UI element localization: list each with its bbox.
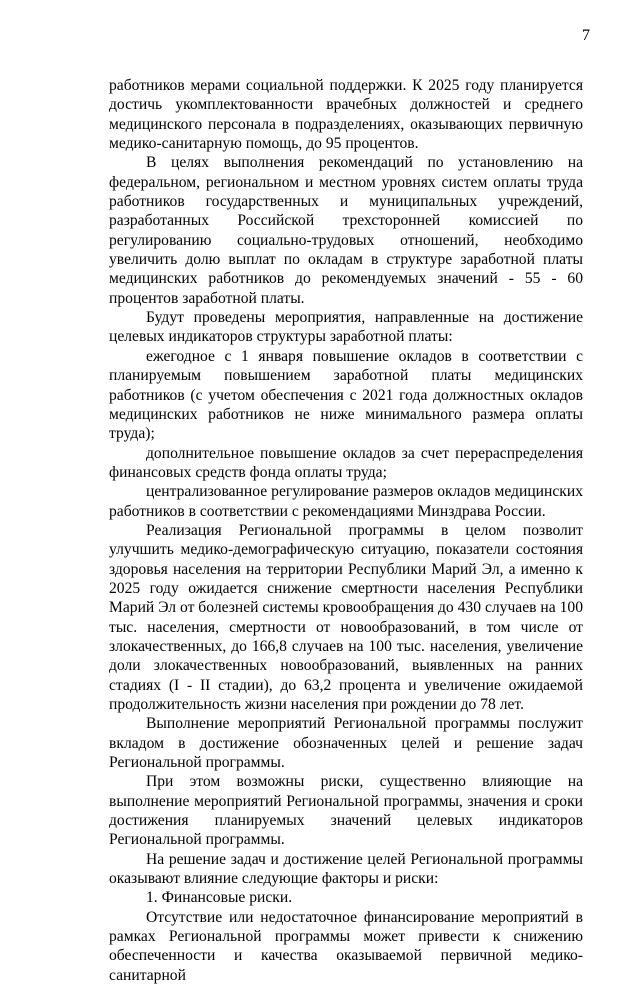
paragraph-5: дополнительное повышение окладов за счет перераспределения финансовых средств фонда оплаты труда;	[109, 444, 583, 481]
paragraph-7: Реализация Региональной программы в целом позволит улучшить медико-демографическую ситуацию, показатели состояния здоровья населения на территории Республики Марий Эл, а именно к 2025 году ожидается снижение смертности населения Республики Марий Эл от болезней системы кровообращения до 430 случаев на 100 тыс. населения, смертности от новообразований, в том числе от злокачественных, до 166,8 случаев на 100 тыс. населения, увеличение доли злокачественных новообразований, выявленных на ранних стадиях (I - II стадии), до 63,2 процента и увеличение ожидаемой продолжительность жизни населения при рождении до 78 лет.	[109, 521, 583, 713]
paragraph-9: При этом возможны риски, существенно влияющие на выполнение мероприятий Региональной программы, значения и сроки достижения планируемых значений целевых индикаторов Региональной программы.	[109, 773, 583, 849]
paragraph-1: работников мерами социальной поддержки. К 2025 году планируется достичь укомплектованности врачебных должностей и среднего медицинского персонала в подразделениях, оказывающих первичную медико-санитарную помощь, до 95 процентов.	[109, 77, 583, 153]
paragraph-2: В целях выполнения рекомендаций по установлению на федеральном, региональном и местном уровнях систем оплаты труда работников государственных и муниципальных учреждений, разработанных Российской трехсторонней комиссией по регулированию социально-трудовых отношений, необходимо увеличить долю выплат по окладам в структуре заработной платы медицинских работников до рекомендуемых значений - 55 - 60 процентов заработной платы.	[109, 154, 583, 307]
paragraph-3: Будут проведены мероприятия, направленные на достижение целевых индикаторов структуры заработной платы:	[109, 309, 583, 346]
paragraph-12: Отсутствие или недостаточное финансирование мероприятий в рамках Региональной программы может привести к снижению обеспеченности и качества оказываемой первичной медико-санитарной	[109, 908, 583, 984]
paragraph-4: ежегодное с 1 января повышение окладов в соответствии с планируемым повышением заработной платы медицинских работников (с учетом обеспечения с 2021 года должностных окладов медицинских работников не ниже минимального размера оплаты труда);	[109, 347, 583, 443]
paragraph-10: На решение задач и достижение целей Региональной программы оказывают влияние следующие факторы и риски:	[109, 850, 583, 888]
paragraph-6: централизованное регулирование размеров окладов медицинских работников в соответствии с рекомендациями Минздрава России.	[109, 483, 583, 520]
page-number: 7	[582, 27, 590, 44]
paragraph-11: 1. Финансовые риски.	[146, 889, 293, 907]
document-body	[109, 76, 583, 985]
paragraph-8: Выполнение мероприятий Региональной программы послужит вкладом в достижение обозначенных целей и решение задач Региональной программы.	[109, 715, 583, 772]
